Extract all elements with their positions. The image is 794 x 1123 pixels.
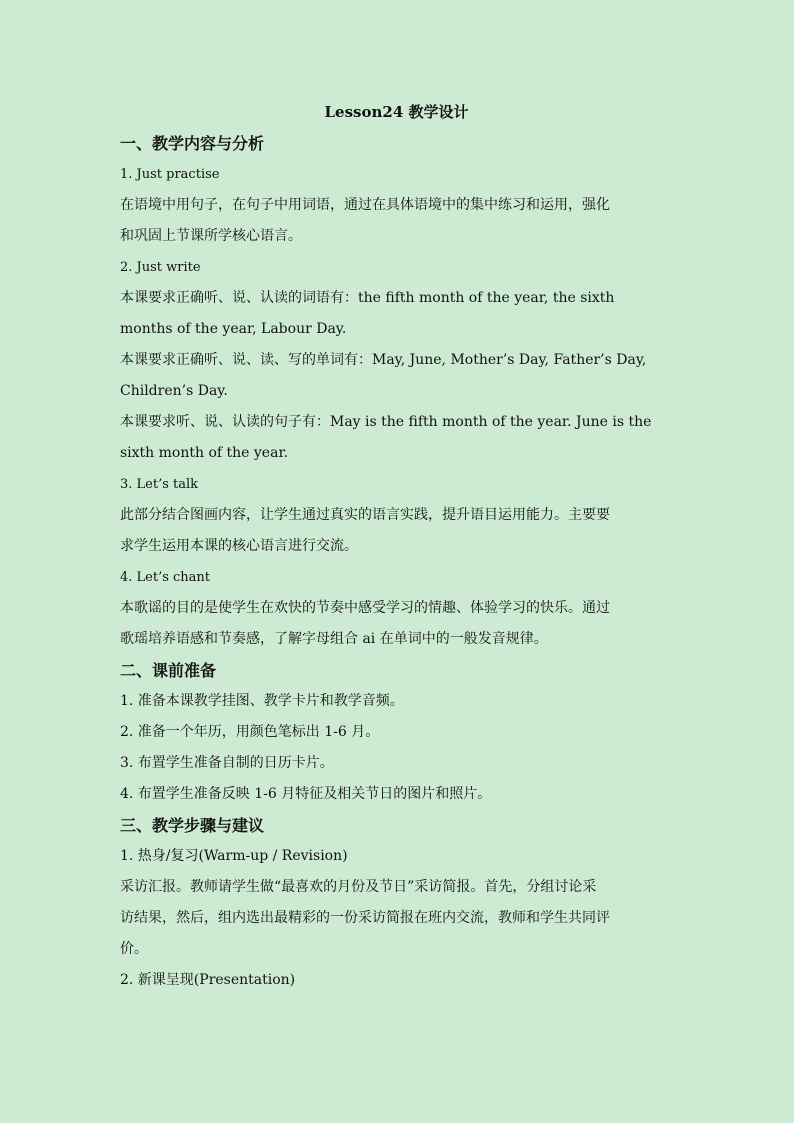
page-title: Lesson24 教学设计 (324, 103, 469, 121)
text-line: 求学生运用本课的核心语言进行交流。 (120, 538, 358, 554)
section-heading-content-analysis: 一、教学内容与分析 (120, 134, 265, 153)
step-warmup (120, 841, 673, 996)
subheading-lets-talk: 3. Let’s talk (120, 477, 199, 492)
paragraph-just-write (120, 283, 673, 469)
text-line: Children’s Day. (120, 383, 228, 399)
text-line: 此部分结合图画内容，让学生通过真实的语言实践，提升语目运用能力。主要要 (120, 507, 610, 523)
text-line: months of the year, Labour Day. (120, 321, 347, 337)
subheading-just-practise: 1. Just practise (120, 167, 220, 182)
document-page (120, 96, 673, 996)
list-preparation (120, 686, 673, 810)
list-item: 2. 准备一个年历，用颜色笔标出 1-6 月。 (120, 724, 380, 740)
step-label: 1. 热身/复习(Warm-up / Revision) (120, 848, 348, 864)
section-heading-preparation: 二、课前准备 (120, 661, 217, 680)
text-line: 访结果，然后，组内选出最精彩的一份采访简报在班内交流，教师和学生共同评 (120, 910, 610, 926)
paragraph-lets-chant (120, 593, 673, 655)
text-line: 本课要求正确听、说、认读的词语有：the fifth month of the year, the sixth (120, 290, 615, 306)
text-line: 本歌谣的目的是使学生在欢快的节奏中感受学习的情趣、体验学习的快乐。通过 (120, 600, 610, 616)
text-line: 和巩固上节课所学核心语言。 (120, 228, 302, 244)
section-heading-steps: 三、教学步骤与建议 (120, 816, 265, 835)
step-label: 2. 新课呈现(Presentation) (120, 972, 296, 988)
subheading-lets-chant: 4. Let’s chant (120, 570, 211, 585)
list-item: 1. 准备本课教学挂图、教学卡片和教学音频。 (120, 693, 404, 709)
text-line: 歌瑶培养语感和节奏感，了解字母组合 ai 在单词中的一般发音规律。 (120, 631, 548, 647)
text-line: 价。 (120, 941, 148, 957)
paragraph-just-practise (120, 190, 673, 252)
text-line: 本课要求正确听、说、读、写的单词有：May, June, Mother’s Day, Father’s Day, (120, 352, 647, 368)
text-line: sixth month of the year. (120, 445, 289, 461)
paragraph-lets-talk (120, 500, 673, 562)
list-item: 4. 布置学生准备反映 1-6 月特征及相关节日的图片和照片。 (120, 786, 492, 802)
text-line: 在语境中用句子，在句子中用词语，通过在具体语境中的集中练习和运用，强化 (120, 197, 610, 213)
subheading-just-write: 2. Just write (120, 260, 201, 275)
text-line: 本课要求听、说、认读的句子有：May is the fifth month of the year. June is the (120, 414, 652, 430)
text-line: 采访汇报。教师请学生做“最喜欢的月份及节日”采访简报。首先，分组讨论采 (120, 879, 597, 895)
list-item: 3. 布置学生准备自制的日历卡片。 (120, 755, 334, 771)
